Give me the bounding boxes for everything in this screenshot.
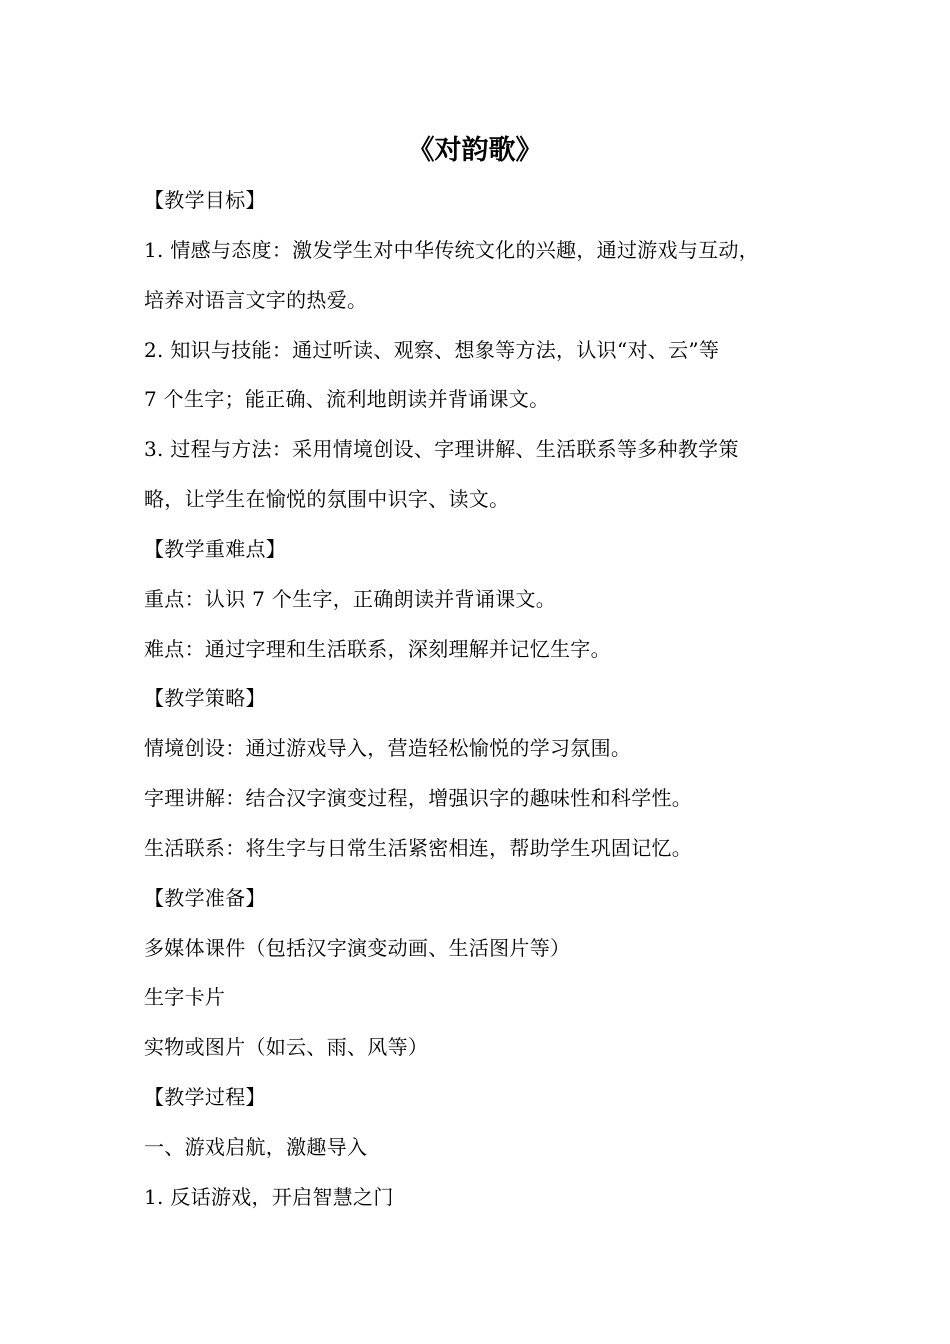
- strategy-line-2: 字理讲解：结合汉字演变过程，增强识字的趣味性和科学性。: [144, 786, 693, 810]
- section-heading-preparation: 【教学准备】: [144, 886, 266, 910]
- section-heading-objectives: 【教学目标】: [144, 188, 266, 212]
- objective-3-line-2: 略，让学生在愉悦的氛围中识字、读文。: [144, 487, 510, 511]
- document-title: 《对韵歌》: [407, 135, 543, 166]
- objective-3-line-1: 3. 过程与方法：采用情境创设、字理讲解、生活联系等多种教学策: [144, 437, 739, 461]
- process-substep-1: 1. 反话游戏，开启智慧之门: [144, 1185, 394, 1209]
- section-heading-strategies: 【教学策略】: [144, 686, 266, 710]
- strategy-line-3: 生活联系：将生字与日常生活紧密相连，帮助学生巩固记忆。: [144, 836, 693, 860]
- objective-2-line-2: 7 个生字；能正确、流利地朗读并背诵课文。: [144, 387, 550, 411]
- difficult-point-line: 难点：通过字理和生活联系，深刻理解并记忆生字。: [144, 637, 611, 661]
- objective-2-line-1: 2. 知识与技能：通过听读、观察、想象等方法，认识“对、云”等: [144, 338, 720, 362]
- section-heading-process: 【教学过程】: [144, 1085, 266, 1109]
- process-step-1: 一、游戏启航，激趣导入: [144, 1135, 368, 1159]
- section-heading-key-points: 【教学重难点】: [144, 537, 287, 561]
- strategy-line-1: 情境创设：通过游戏导入，营造轻松愉悦的学习氛围。: [144, 736, 632, 760]
- objective-1-line-2: 培养对语言文字的热爱。: [144, 288, 368, 312]
- objective-1-line-1: 1. 情感与态度：激发学生对中华传统文化的兴趣，通过游戏与互动，: [144, 238, 760, 262]
- preparation-item-3: 实物或图片（如云、雨、风等）: [144, 1035, 429, 1059]
- preparation-item-1: 多媒体课件（包括汉字演变动画、生活图片等）: [144, 936, 571, 960]
- key-point-line: 重点：认识 7 个生字，正确朗读并背诵课文。: [144, 587, 557, 611]
- preparation-item-2: 生字卡片: [144, 985, 226, 1009]
